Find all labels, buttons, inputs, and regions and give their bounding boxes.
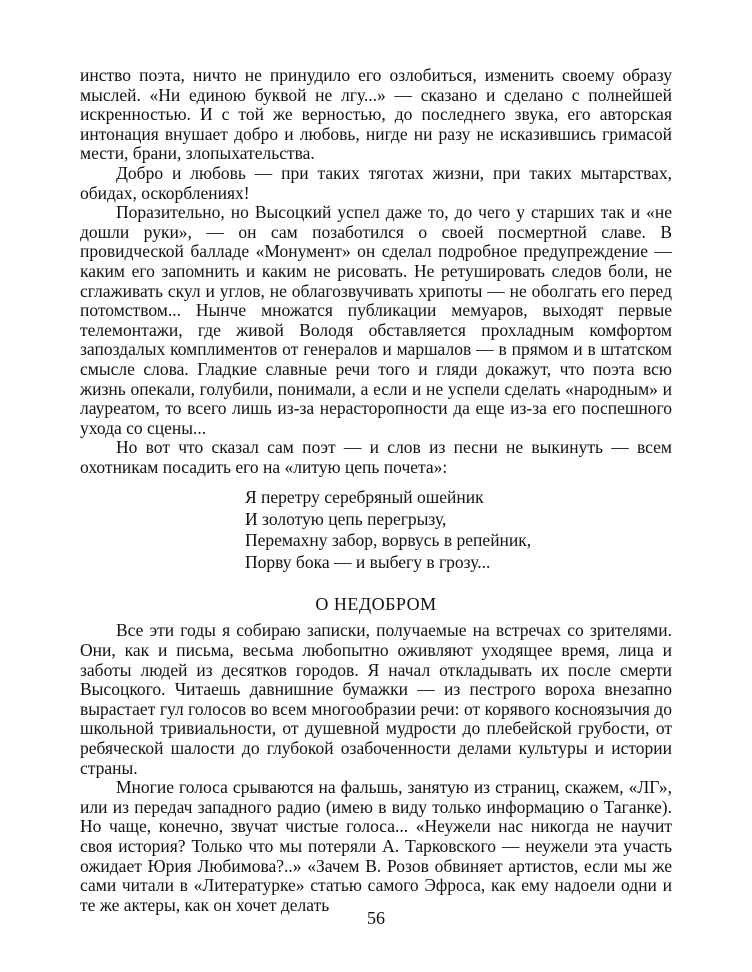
page-body xyxy=(80,66,672,915)
verse-line: Порву бока — и выбегу в грозу... xyxy=(245,551,491,572)
paragraph-4: Но вот что сказал сам поэт — и слов из песни не выкинуть — всем охотникам посадить его на «литую цепь почета»: xyxy=(80,437,672,477)
verse-line: Я перетру серебряный ошейник xyxy=(245,487,484,508)
verse-line: И золотую цепь перегрызу, xyxy=(245,508,447,529)
section-heading: О НЕДОБРОМ xyxy=(315,594,437,615)
paragraph-5: Все эти годы я собираю записки, получаемые на встречах со зрителями. Они, как и письма, весьма любопытно оживляют уходящее время, лица и заботы людей из десятков городов. Я начал откладывать их после смерти Высоцкого. Читаешь давнишние бумажки — из пестрого вороха внезапно вырастает гул голосов во всем многообразии речи: от корявого косноязычия до школьной тривиальности, от душевной мудрости до плебейской грубости, от ребяческой шалости до глубокой озабоченности делами культуры и истории страны. xyxy=(80,620,672,778)
paragraph-3: Поразительно, но Высоцкий успел даже то, до чего у старших так и «не дошли руки», — он сам позаботился о своей посмертной славе. В провидческой балладе «Монумент» он сделал подробное предупреждение — каким его запомнить и каким не рисовать. Не ретушировать следов боли, не сглаживать скул и углов, не облагозвучивать хрипоты — не оболгать его перед потомством... Нынче множатся публикации мемуаров, выходят первые телемонтажи, где живой Володя обставляется прохладным комфортом запоздалых комплиментов от генералов и маршалов — в прямом и в штатском смысле слова. Гладкие славные речи того и гляди докажут, что поэта всю жизнь опекали, голубили, понимали, а если и не успели сделать «народным» и лауреатом, то всего лишь из-за нерасторопности да еще из-за его поспешного ухода со сцены... xyxy=(80,202,672,438)
verse-quote xyxy=(245,487,672,573)
verse-line: Перемахну забор, ворвусь в репейник, xyxy=(245,530,532,551)
paragraph-1: инство поэта, ничто не принудило его озлобиться, изменить своему образу мыслей. «Ни единою буквой не лгу...» — сказано и сделано с полнейшей искренностью. И с той же верностью, до последнего звука, его авторская интонация внушает добро и любовь, нигде ни разу не исказившись гримасой мести, брани, злопыхательства. xyxy=(80,65,672,164)
page-number: 56 xyxy=(367,908,385,928)
paragraph-6: Многие голоса срываются на фальшь, занятую из страниц, скажем, «ЛГ», или из передач западного радио (имею в виду только информацию о Таганке). Но чаще, конечно, звучат чистые голоса... «Неужели нас никогда не научит своя история? Только что мы потеряли А. Тарковского — неужели эта участь ожидает Юрия Любимова?..» «Зачем В. Розов обвиняет артистов, если мы же сами читали в «Литературке» статью самого Эфроса, как ему надоели одни и те же актеры, как он хочет делать xyxy=(80,777,672,915)
paragraph-2: Добро и любовь — при таких тяготах жизни, при таких мытарствах, обидах, оскорблениях! xyxy=(80,162,672,203)
